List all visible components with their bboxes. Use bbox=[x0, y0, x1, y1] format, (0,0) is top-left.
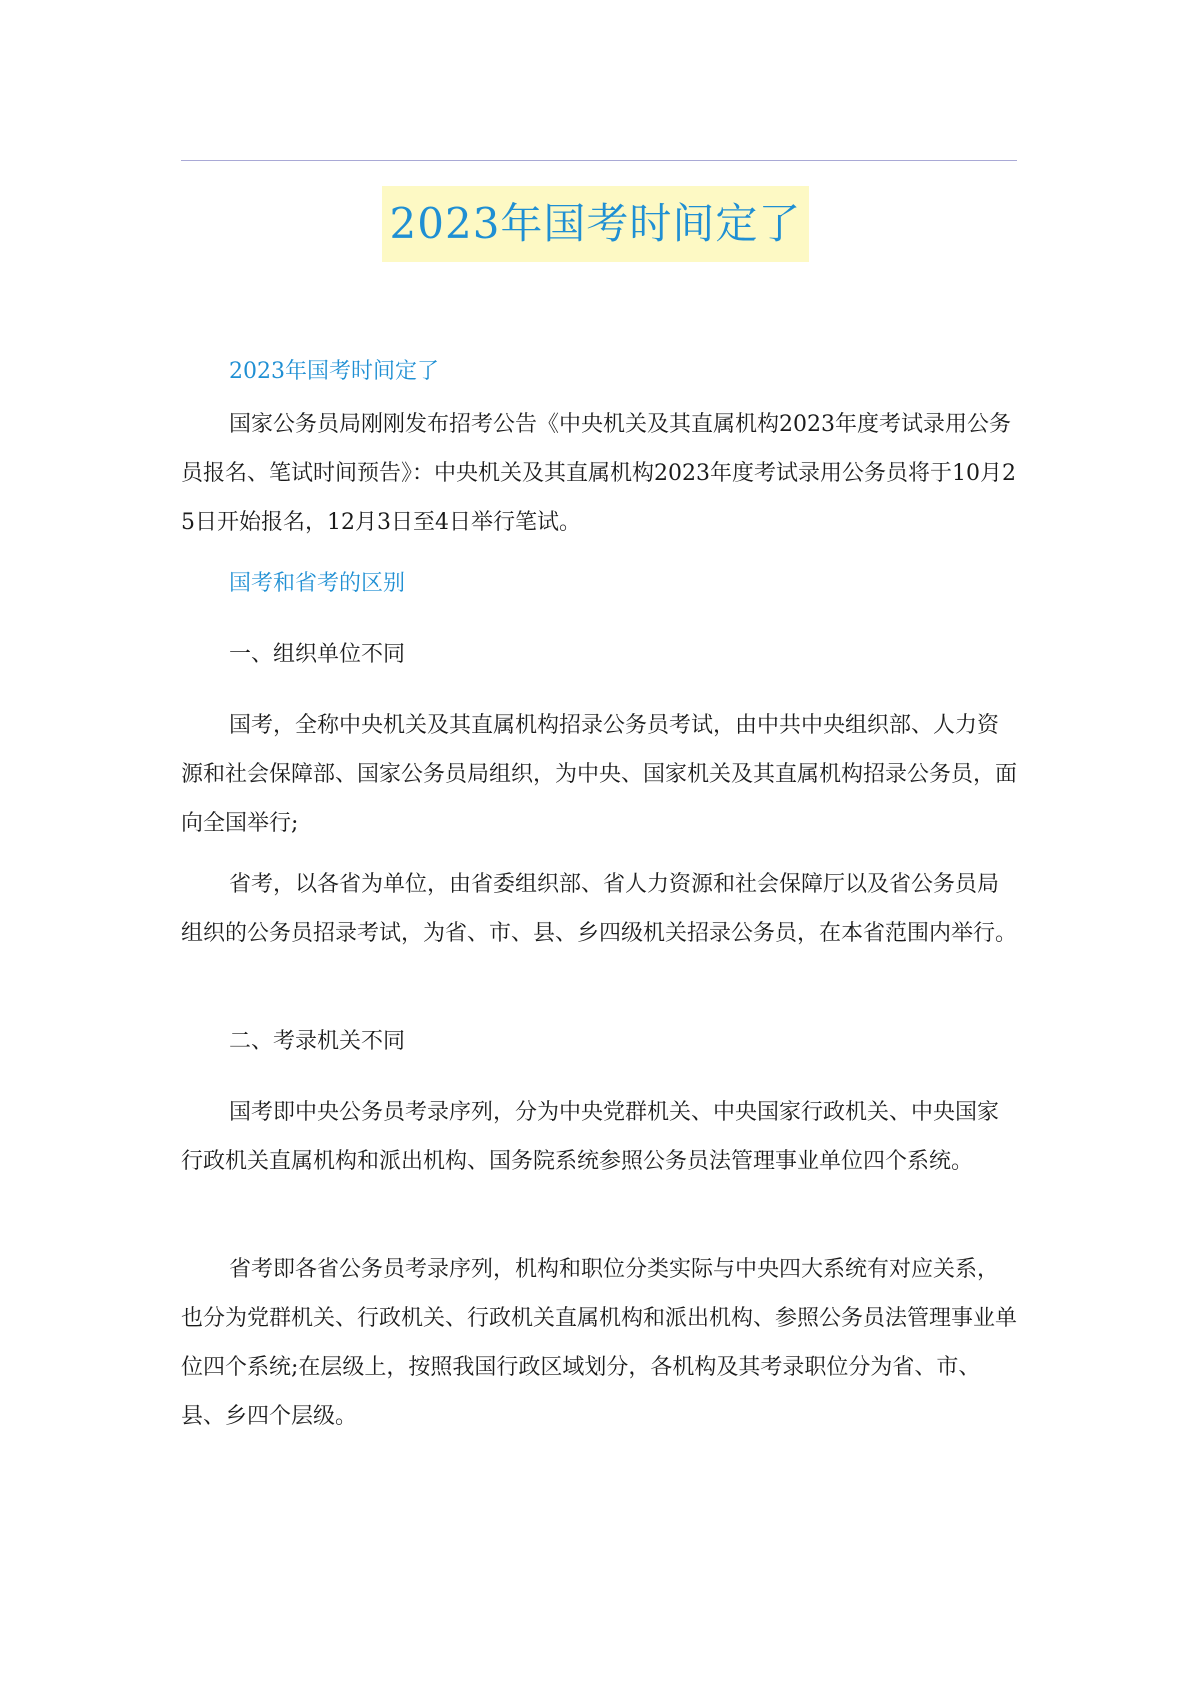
paragraph-provincial-exam: 省考，以各省为单位，由省委组织部、省人力资源和社会保障厅以及省公务员局组织的公务员招录考试，为省、市、县、乡四级机关招录公务员，在本省范围内举行。 bbox=[181, 872, 1018, 946]
header-rule bbox=[181, 160, 1017, 161]
paragraph-national-sequence: 国考即中央公务员考录序列，分为中央党群机关、中央国家行政机关、中央国家行政机关直属机构和派出机构、国务院系统参照公务员法管理事业单位四个系统。 bbox=[181, 1100, 1000, 1174]
subheading-organizer: 一、组织单位不同 bbox=[229, 642, 406, 667]
paragraph-national-exam: 国考，全称中央机关及其直属机构招录公务员考试，由中共中央组织部、人力资源和社会保障部、国家公务员局组织，为中央、国家机关及其直属机构招录公务员，面向全国举行; bbox=[181, 713, 1018, 836]
subheading-agencies: 二、考录机关不同 bbox=[229, 1029, 406, 1054]
section-heading-difference: 国考和省考的区别 bbox=[229, 571, 406, 596]
section-heading-2023: 2023年国考时间定了 bbox=[229, 359, 439, 384]
paragraph-provincial-sequence: 省考即各省公务员考录序列，机构和职位分类实际与中央四大系统有对应关系，也分为党群机关、行政机关、行政机关直属机构和派出机构、参照公务员法管理事业单位四个系统;在层级上，按照我国行政区域划分，各机构及其考录职位分为省、市、县、乡四个层级。 bbox=[181, 1257, 1018, 1429]
document-title: 2023年国考时间定了 bbox=[382, 186, 810, 262]
paragraph-announcement: 国家公务员局刚刚发布招考公告《中央机关及其直属机构2023年度考试录用公务员报名、笔试时间预告》：中央机关及其直属机构2023年度考试录用公务员将于10月25日开始报名，12月3日至4日举行笔试。 bbox=[181, 412, 1016, 535]
title-block bbox=[0, 186, 1191, 262]
